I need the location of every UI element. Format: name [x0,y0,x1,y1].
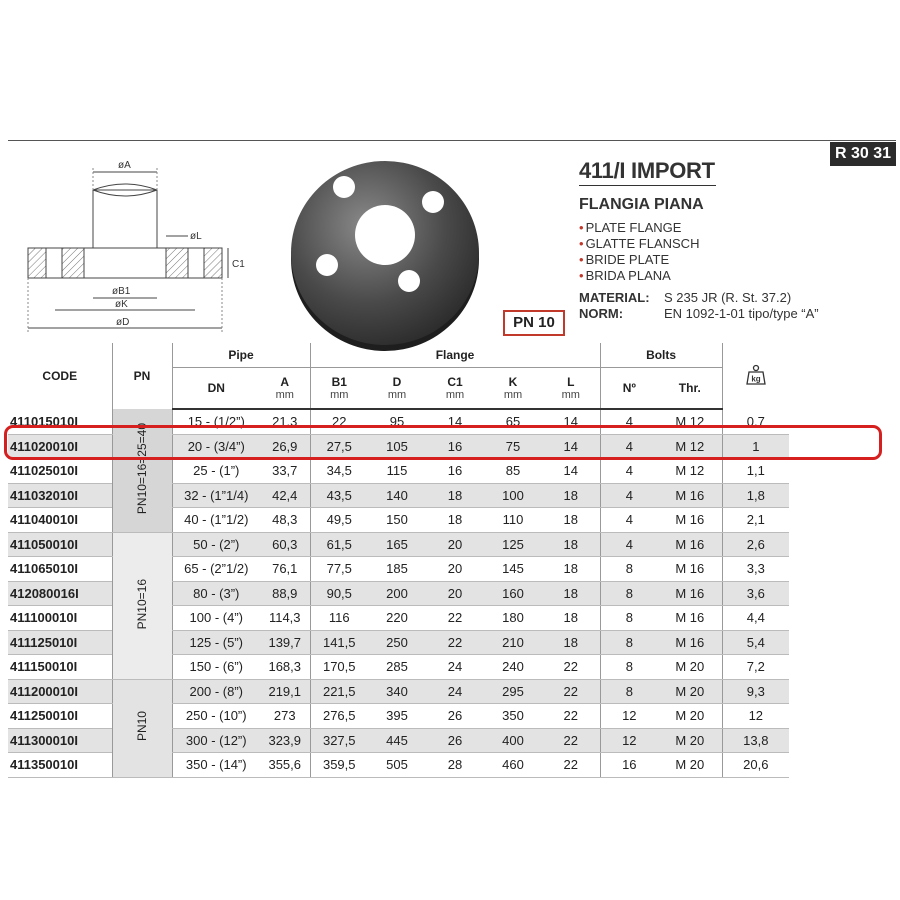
b1-cell: 27,5 [310,434,368,459]
header-c1: C1 mm [426,368,484,410]
translation-item: • GLATTE FLANSCH [579,236,699,252]
thr-cell: M 16 [658,557,722,582]
translation-item: • BRIDA PLANA [579,268,699,284]
dn-cell: 65 - (2”1/2) [172,557,260,582]
a-cell: 21,3 [260,409,310,434]
table-row [8,679,789,704]
svg-text:kg: kg [751,374,761,383]
dn-cell: 200 - (8”) [172,679,260,704]
dn-cell: 32 - (1”1/4) [172,483,260,508]
header-flange: Flange [310,343,600,368]
b1-cell: 170,5 [310,655,368,680]
material-value: S 235 JR (R. St. 37.2) [664,290,792,305]
header-thread: Thr. [658,368,722,410]
kg-cell: 4,4 [722,606,789,631]
header-a: A mm [260,368,310,410]
pn-group-label: PN10=16 [135,578,149,630]
no-cell: 4 [600,508,658,533]
dn-cell: 250 - (10”) [172,704,260,729]
l-cell: 18 [542,630,600,655]
flange-dimensions-table [8,343,789,778]
a-cell: 60,3 [260,532,310,557]
c1-cell: 14 [426,409,484,434]
kg-cell: 12 [722,704,789,729]
table-row [8,532,789,557]
c1-cell: 24 [426,655,484,680]
k-cell: 240 [484,655,542,680]
d-cell: 140 [368,483,426,508]
d-cell: 285 [368,655,426,680]
a-cell: 88,9 [260,581,310,606]
c1-cell: 16 [426,434,484,459]
k-cell: 180 [484,606,542,631]
k-cell: 85 [484,459,542,484]
header-k: K mm [484,368,542,410]
header-weight [722,343,789,409]
flange-technical-drawing [20,150,260,340]
translation-item: • PLATE FLANGE [579,220,699,236]
no-cell: 12 [600,704,658,729]
l-cell: 18 [542,508,600,533]
d-cell: 445 [368,728,426,753]
kg-cell: 1 [722,434,789,459]
thr-cell: M 16 [658,630,722,655]
b1-cell: 221,5 [310,679,368,704]
no-cell: 8 [600,630,658,655]
thr-cell: M 16 [658,606,722,631]
header-bolts: Bolts [600,343,722,368]
no-cell: 8 [600,655,658,680]
a-cell: 76,1 [260,557,310,582]
product-code-cell: 411065010I [8,557,112,582]
thr-cell: M 16 [658,532,722,557]
no-cell: 16 [600,753,658,778]
product-code-cell: 411040010I [8,508,112,533]
translations-list [579,220,699,284]
dn-cell: 25 - (1”) [172,459,260,484]
product-subtitle: FLANGIA PIANA [579,196,704,213]
k-cell: 460 [484,753,542,778]
d-cell: 220 [368,606,426,631]
b1-cell: 49,5 [310,508,368,533]
product-code-cell: 411050010I [8,532,112,557]
l-cell: 14 [542,409,600,434]
c1-cell: 16 [426,459,484,484]
c1-cell: 28 [426,753,484,778]
product-code-cell: 411100010I [8,606,112,631]
kg-cell: 3,6 [722,581,789,606]
d-cell: 105 [368,434,426,459]
header-pn: PN [112,343,172,409]
no-cell: 4 [600,483,658,508]
l-cell: 22 [542,655,600,680]
header-rule [8,140,896,141]
a-cell: 273 [260,704,310,729]
kg-cell: 2,1 [722,508,789,533]
l-cell: 22 [542,704,600,729]
k-cell: 160 [484,581,542,606]
a-cell: 219,1 [260,679,310,704]
l-cell: 18 [542,483,600,508]
k-cell: 400 [484,728,542,753]
k-cell: 65 [484,409,542,434]
no-cell: 4 [600,409,658,434]
no-cell: 8 [600,581,658,606]
thr-cell: M 12 [658,434,722,459]
title-underline [579,185,716,186]
d-cell: 395 [368,704,426,729]
dim-c1-label: C1 [232,259,245,270]
l-cell: 14 [542,434,600,459]
flange-product-photo [285,155,485,355]
translation-item: • BRIDE PLATE [579,252,699,268]
c1-cell: 20 [426,581,484,606]
dn-cell: 125 - (5”) [172,630,260,655]
header-code: CODE [42,369,78,383]
product-code-cell: 411020010I [8,434,112,459]
d-cell: 165 [368,532,426,557]
thr-cell: M 12 [658,459,722,484]
a-cell: 48,3 [260,508,310,533]
k-cell: 295 [484,679,542,704]
dn-cell: 40 - (1”1/2) [172,508,260,533]
pn-group-label: PN10 [135,711,149,742]
norm-label: NORM: [579,306,624,321]
b1-cell: 327,5 [310,728,368,753]
selected-row-highlight [4,425,882,460]
k-cell: 75 [484,434,542,459]
header-b1: B1 mm [310,368,368,410]
catalog-code-badge: R 30 31 [830,142,896,166]
k-cell: 110 [484,508,542,533]
product-code-cell: 411015010I [8,409,112,434]
product-code-cell: 411300010I [8,728,112,753]
dn-cell: 20 - (3/4”) [172,434,260,459]
d-cell: 200 [368,581,426,606]
thr-cell: M 16 [658,581,722,606]
kg-cell: 7,2 [722,655,789,680]
product-code-cell: 411025010I [8,459,112,484]
b1-cell: 77,5 [310,557,368,582]
dim-d-label: øD [116,317,130,328]
kg-cell: 3,3 [722,557,789,582]
no-cell: 4 [600,532,658,557]
header-pipe: Pipe [172,343,310,368]
norm-spec [579,306,819,321]
norm-value: EN 1092-1-01 tipo/type “A” [664,306,819,321]
l-cell: 18 [542,606,600,631]
c1-cell: 18 [426,483,484,508]
no-cell: 8 [600,679,658,704]
c1-cell: 26 [426,704,484,729]
k-cell: 210 [484,630,542,655]
c1-cell: 26 [426,728,484,753]
dn-cell: 15 - (1/2”) [172,409,260,434]
pn-group-cell [112,679,172,777]
b1-cell: 90,5 [310,581,368,606]
product-code-cell: 411350010I [8,753,112,778]
d-cell: 115 [368,459,426,484]
b1-cell: 116 [310,606,368,631]
b1-cell: 22 [310,409,368,434]
l-cell: 18 [542,557,600,582]
pn-group-cell [112,532,172,679]
header-d: D mm [368,368,426,410]
kg-cell: 0,7 [722,409,789,434]
a-cell: 114,3 [260,606,310,631]
k-cell: 100 [484,483,542,508]
a-cell: 33,7 [260,459,310,484]
c1-cell: 18 [426,508,484,533]
thr-cell: M 20 [658,679,722,704]
product-code-cell: 412080016I [8,581,112,606]
dim-a-label: øA [118,160,131,171]
c1-cell: 24 [426,679,484,704]
d-cell: 505 [368,753,426,778]
b1-cell: 61,5 [310,532,368,557]
l-cell: 14 [542,459,600,484]
product-title: 411/I IMPORT [579,158,715,183]
thr-cell: M 12 [658,409,722,434]
a-cell: 323,9 [260,728,310,753]
kg-cell: 1,8 [722,483,789,508]
no-cell: 4 [600,434,658,459]
a-cell: 42,4 [260,483,310,508]
c1-cell: 20 [426,557,484,582]
dim-b1-label: øB1 [112,286,131,297]
c1-cell: 20 [426,532,484,557]
thr-cell: M 20 [658,753,722,778]
kg-cell: 9,3 [722,679,789,704]
dim-l-label: øL [190,231,202,242]
b1-cell: 276,5 [310,704,368,729]
k-cell: 350 [484,704,542,729]
kg-cell: 5,4 [722,630,789,655]
kg-cell: 20,6 [722,753,789,778]
header-bolt-count: Nº [600,368,658,410]
kg-cell: 2,6 [722,532,789,557]
k-cell: 145 [484,557,542,582]
no-cell: 8 [600,557,658,582]
no-cell: 8 [600,606,658,631]
a-cell: 168,3 [260,655,310,680]
a-cell: 355,6 [260,753,310,778]
no-cell: 4 [600,459,658,484]
b1-cell: 34,5 [310,459,368,484]
product-code-cell: 411250010I [8,704,112,729]
dn-cell: 350 - (14”) [172,753,260,778]
b1-cell: 141,5 [310,630,368,655]
c1-cell: 22 [426,630,484,655]
d-cell: 95 [368,409,426,434]
header-dn: DN [172,368,260,410]
product-code-cell: 411150010I [8,655,112,680]
material-spec [579,290,791,305]
no-cell: 12 [600,728,658,753]
a-cell: 26,9 [260,434,310,459]
l-cell: 22 [542,679,600,704]
pn-rating-box: PN 10 [503,310,565,336]
d-cell: 340 [368,679,426,704]
header-l: L mm [542,368,600,410]
b1-cell: 359,5 [310,753,368,778]
l-cell: 18 [542,581,600,606]
l-cell: 22 [542,728,600,753]
dim-k-label: øK [115,299,128,310]
thr-cell: M 20 [658,704,722,729]
l-cell: 18 [542,532,600,557]
d-cell: 150 [368,508,426,533]
product-code-cell: 411032010I [8,483,112,508]
thr-cell: M 20 [658,655,722,680]
dn-cell: 50 - (2”) [172,532,260,557]
dn-cell: 150 - (6”) [172,655,260,680]
kg-cell: 1,1 [722,459,789,484]
weight-kg-icon [745,364,767,386]
product-code-cell: 411200010I [8,679,112,704]
dn-cell: 80 - (3”) [172,581,260,606]
d-cell: 250 [368,630,426,655]
product-code-cell: 411125010I [8,630,112,655]
kg-cell: 13,8 [722,728,789,753]
pn-group-label: PN10=16=25=40 [135,423,149,515]
k-cell: 125 [484,532,542,557]
dn-cell: 300 - (12”) [172,728,260,753]
d-cell: 185 [368,557,426,582]
c1-cell: 22 [426,606,484,631]
b1-cell: 43,5 [310,483,368,508]
material-label: MATERIAL: [579,290,650,305]
thr-cell: M 20 [658,728,722,753]
l-cell: 22 [542,753,600,778]
thr-cell: M 16 [658,483,722,508]
thr-cell: M 16 [658,508,722,533]
a-cell: 139,7 [260,630,310,655]
dn-cell: 100 - (4”) [172,606,260,631]
